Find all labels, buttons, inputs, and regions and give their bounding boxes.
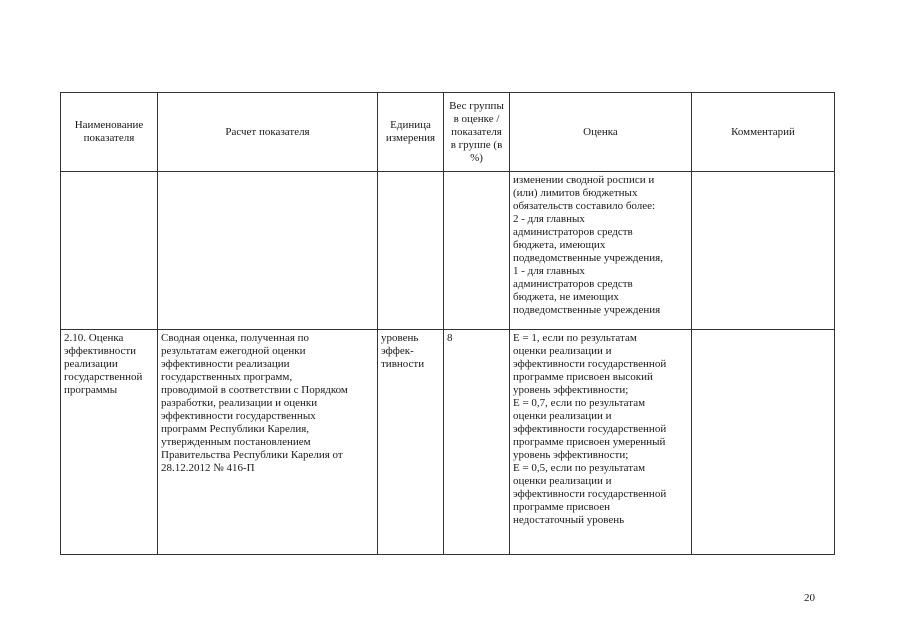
cell-score: E = 1, если по результатам оценки реализации и эффективности государственной программе присвоен высокий уровень эффективности; E = 0,7, если по результатам оценки реализации и эффективности государственной программе присвоен умеренный уровень эффективности; E = 0,5, если по результатам оценки реализации и эффективности государственной программе присвоен недостаточный уровень <box>510 330 692 555</box>
header-score: Оценка <box>510 93 692 172</box>
cell-unit <box>378 172 444 330</box>
cell-score: изменении сводной росписи и (или) лимитов бюджетных обязательств составило более: 2 - для главных администраторов средств бюджета, имеющих подведомственные учреждения, 1 - для главных администраторов средств бюджета, не имеющих подведомственные учреждения <box>510 172 692 330</box>
header-unit: Единица измерения <box>378 93 444 172</box>
cell-name: 2.10. Оценка эффективности реализации государственной программы <box>61 330 158 555</box>
cell-name <box>61 172 158 330</box>
cell-calc <box>158 172 378 330</box>
evaluation-table <box>60 92 835 555</box>
header-row <box>61 93 835 172</box>
cell-weight: 8 <box>444 330 510 555</box>
header-weight: Вес группы в оценке / показателя в группе (в %) <box>444 93 510 172</box>
cell-calc: Сводная оценка, полученная по результатам ежегодной оценки эффективности реализации государственных программ, проводимой в соответствии с Порядком разработки, реализации и оценки эффективности государственных программ Республики Карелия, утвержденным постановлением Правительства Республики Карелия от 28.12.2012 № 416-П <box>158 330 378 555</box>
cell-unit: уровень эффек- тивности <box>378 330 444 555</box>
header-comment: Комментарий <box>692 93 835 172</box>
page-number: 20 <box>804 592 815 604</box>
header-calculation: Расчет показателя <box>158 93 378 172</box>
table-row <box>61 330 835 555</box>
cell-comment <box>692 172 835 330</box>
header-indicator-name: Наименование показателя <box>61 93 158 172</box>
cell-comment <box>692 330 835 555</box>
cell-weight <box>444 172 510 330</box>
table-row <box>61 172 835 330</box>
